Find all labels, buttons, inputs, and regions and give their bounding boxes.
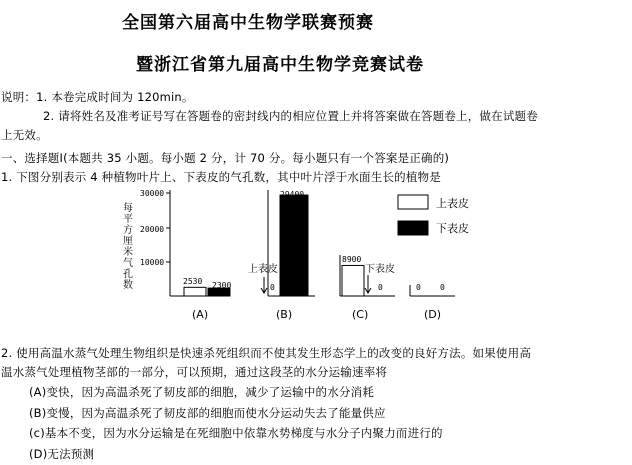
instruction-line2: 2. 请将姓名及准考证号写在答题卷的密封线内的相应位置上并将答案做在答题卷上，做在试题卷: [43, 109, 538, 123]
label-d-lower: 0: [440, 283, 445, 292]
bar-a-upper: [184, 287, 206, 296]
arrow-c: [365, 275, 371, 293]
label-c-lower-value: 0: [378, 283, 383, 292]
question2-stem-line1: 2. 使用高温水蒸气处理生物组织是快速杀死组织而不使其发生形态学上的改变的良好方法。如果使用高: [1, 346, 532, 360]
exam-title-line2: 暨浙江省第九届高中生物学竞赛试卷: [136, 55, 424, 75]
legend-swatch-lower: [398, 221, 428, 235]
ytick-10000: 10000: [140, 258, 165, 267]
ytick-30000: 30000: [140, 189, 165, 198]
instruction-line3: 上无效。: [1, 128, 48, 142]
label-b-lower: 29400: [280, 190, 305, 199]
category-b: (B): [276, 308, 293, 321]
legend-lower: 下表皮: [436, 222, 469, 235]
instruction-line1: 说明：1. 本卷完成时间为 120min。: [1, 90, 194, 104]
chart-ylabel: 每平方厘米气孔数: [120, 202, 132, 290]
label-c-upper: 8900: [342, 255, 362, 264]
label-a-upper: 2530: [183, 277, 203, 286]
label-c-lower-text: 下表皮: [365, 264, 395, 275]
ytick-20000: 20000: [140, 225, 165, 234]
label-b-upper-value: 0: [270, 283, 275, 292]
bar-b-lower: [280, 195, 308, 296]
legend-upper: 上表皮: [436, 197, 469, 210]
question2-stem-line2: 温水蒸气处理植物茎部的一部分，可以预期，通过这段茎的水分运输速率将: [1, 365, 388, 379]
arrow-b: [261, 277, 267, 293]
label-b-upper-text: 上表皮: [248, 264, 278, 275]
question2-option-a: (A)变快，因为高温杀死了韧皮部的细胞，减少了运输中的水分消耗: [29, 385, 375, 399]
legend-swatch-upper: [398, 195, 428, 209]
category-a: (A): [192, 308, 209, 321]
section-heading: 一、选择题Ⅰ(本题共 35 小题。每小题 2 分，计 70 分。每小题只有一个答案是正确的): [1, 151, 450, 165]
question2-option-c: (c)基本不变，因为水分运输是在死细胞中依靠水势梯度与水分子内聚力而进行的: [29, 426, 443, 440]
question1-stem: 1. 下图分别表示 4 种植物叶片上、下表皮的气孔数，其中叶片浮于水面生长的植物是: [1, 170, 441, 184]
label-d-upper: 0: [416, 283, 421, 292]
category-c: (C): [352, 308, 369, 321]
category-d: (D): [424, 308, 442, 321]
label-a-lower: 2300: [212, 281, 232, 290]
question2-option-d: (D)无法预测: [29, 447, 95, 461]
question2-option-b: (B)变慢，因为高温杀死了韧皮部的细胞而使水分运动失去了能量供应: [29, 406, 386, 420]
exam-title-line1: 全国第六届高中生物学联赛预赛: [122, 13, 374, 33]
bar-c-upper: [342, 265, 364, 296]
